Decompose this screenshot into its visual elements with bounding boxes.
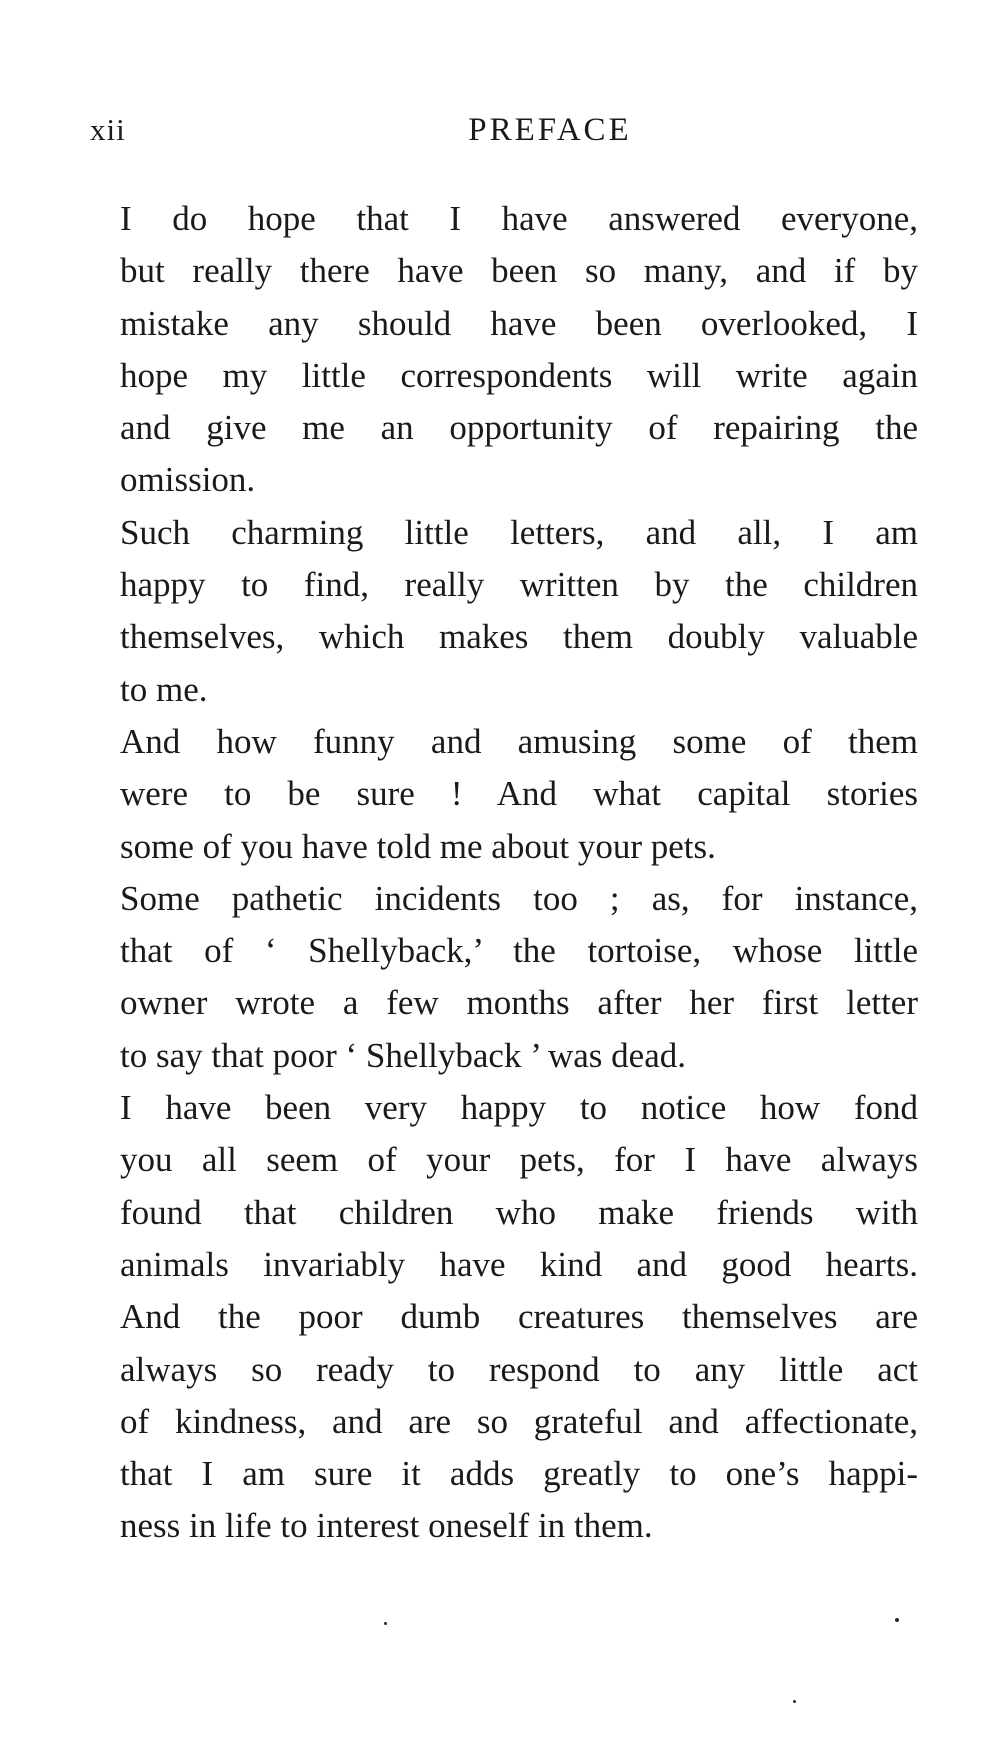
text-line: found that children who make friends with (120, 1192, 918, 1232)
text-line: of kindness, and are so grateful and affectionate, (120, 1401, 918, 1441)
running-title: PREFACE (468, 112, 632, 148)
text-line: Some pathetic incidents too ; as, for instance, (120, 878, 918, 918)
body-text (80, 193, 918, 1553)
page-header (80, 112, 940, 152)
text-line: but really there have been so many, and if by (120, 251, 918, 291)
text-line: some of you have told me about your pets. (120, 826, 716, 866)
text-line: I have been very happy to notice how fond (120, 1088, 918, 1128)
text-line: owner wrote a few months after her first letter (120, 983, 918, 1023)
text-line: ness in life to interest oneself in them. (120, 1506, 653, 1546)
text-line: themselves, which makes them doubly valuable (120, 617, 918, 657)
paragraph-5 (80, 1082, 918, 1553)
paragraph-3 (80, 716, 918, 873)
text-line: And how funny and amusing some of them (120, 721, 918, 761)
text-line: that of ‘ Shellyback,’ the tortoise, whose little (120, 931, 918, 971)
text-line: that I am sure it adds greatly to one’s happi- (120, 1454, 918, 1494)
paragraph-4 (80, 873, 918, 1082)
text-line: animals invariably have kind and good hearts. (120, 1244, 918, 1284)
text-line: omission. (120, 460, 256, 500)
text-line: to me. (120, 669, 208, 709)
text-line: And the poor dumb creatures themselves are (120, 1297, 918, 1337)
text-line: I do hope that I have answered everyone, (120, 199, 918, 238)
ink-speck (384, 1622, 387, 1625)
ink-speck (793, 1700, 796, 1703)
text-line: and give me an opportunity of repairing the (120, 408, 918, 448)
text-line: happy to find, really written by the children (120, 565, 918, 605)
paragraph-2 (80, 507, 918, 716)
page-number: xii (90, 112, 126, 147)
text-line: to say that poor ‘ Shellyback ’ was dead. (120, 1035, 686, 1075)
text-line: hope my little correspondents will write again (120, 355, 918, 395)
text-line: mistake any should have been overlooked, I (120, 303, 918, 343)
text-line: Such charming little letters, and all, I am (120, 512, 918, 552)
paragraph-1 (80, 193, 918, 507)
text-line: always so ready to respond to any little act (120, 1349, 918, 1389)
text-line: you all seem of your pets, for I have always (120, 1140, 918, 1180)
text-line: were to be sure ! And what capital stories (120, 774, 918, 814)
ink-speck (895, 1618, 899, 1622)
